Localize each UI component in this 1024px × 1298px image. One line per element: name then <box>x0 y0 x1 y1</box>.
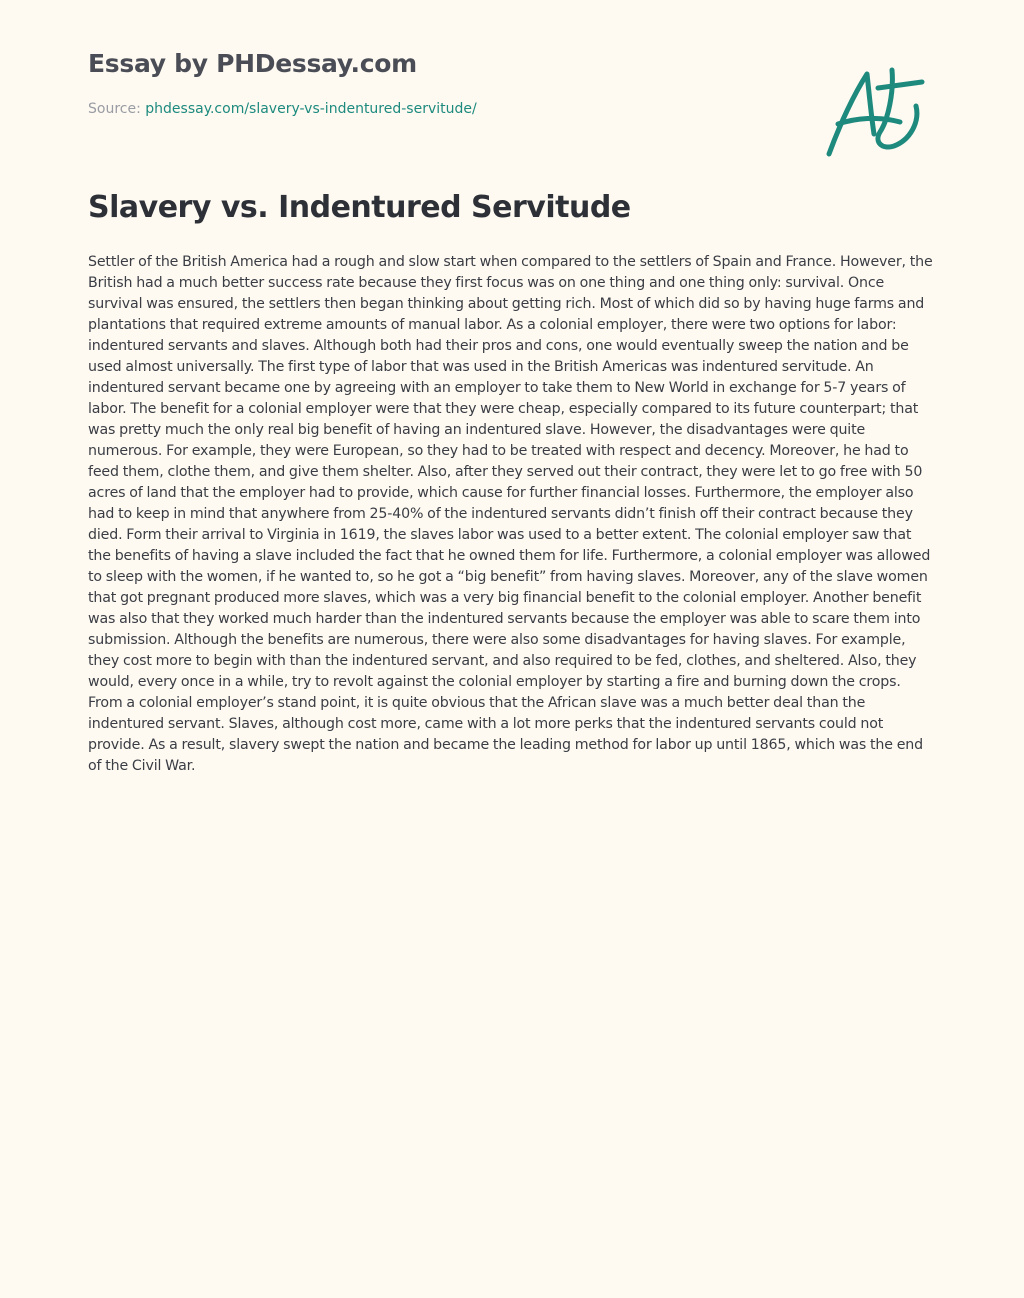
essay-title: Slavery vs. Indentured Servitude <box>88 190 631 225</box>
a-plus-grade-icon <box>822 62 932 162</box>
essay-body: Settler of the British America had a rough and slow start when compared to the settlers of Spain and France. However, the British had a much better success rate because they first focus was on one thing and one thing only: survival. Once survival was ensured, the settlers then began thinking about getting rich. Most of which did so by having huge farms and plantations that required extreme amounts of manual labor. As a colonial employer, there were two options for labor: indentured servants and slaves. Although both had their pros and cons, one would eventually sweep the nation and be used almost universally. The first type of labor that was used in the British Americas was indentured servitude. An indentured servant became one by agreeing with an employer to take them to New World in exchange for 5-7 years of labor. The benefit for a colonial employer were that they were cheap, especially compared to its future counterpart; that was pretty much the only real big benefit of having an indentured slave. However, the disadvantages were quite numerous. For example, they were European, so they had to be treated with respect and decency. Moreover, he had to feed them, clothe them, and give them shelter. Also, after they served out their contract, they were let to go free with 50 acres of land that the employer had to provide, which cause for further financial losses. Furthermore, the employer also had to keep in mind that anywhere from 25-40% of the indentured servants didn’t finish off their contract because they died. Form their arrival to Virginia in 1619, the slaves labor was used to a better extent. The colonial employer saw that the benefits of having a slave included the fact that he owned them for life. Furthermore, a colonial employer was allowed to sleep with the women, if he wanted to, so he got a “big benefit” from having slaves. Moreover, any of the slave women that got pregnant produced more slaves, which was a very big financial benefit to the colonial employer. Another benefit was also that they worked much harder than the indentured servants because the employer was able to scare them into submission. Although the benefits are numerous, there were also some disadvantages for having slaves. For example, they cost more to begin with than the indentured servant, and also required to be fed, clothes, and sheltered. Also, they would, every once in a while, try to revolt against the colonial employer by starting a fire and burning down the crops. From a colonial employer’s stand point, it is quite obvious that the African slave was a much better deal than the indentured servant. Slaves, although cost more, came with a lot more perks that the indentured servants could not provide. As a result, slavery swept the nation and became the leading method for labor up until 1865, which was the end of the Civil War. <box>88 254 933 774</box>
source-link[interactable]: phdessay.com/slavery-vs-indentured-servitude/ <box>145 101 477 117</box>
source-label: Source: <box>88 101 146 117</box>
a-plus-logo-svg <box>822 62 932 162</box>
source-line <box>88 101 477 117</box>
site-title: Essay by PHDessay.com <box>88 49 417 78</box>
